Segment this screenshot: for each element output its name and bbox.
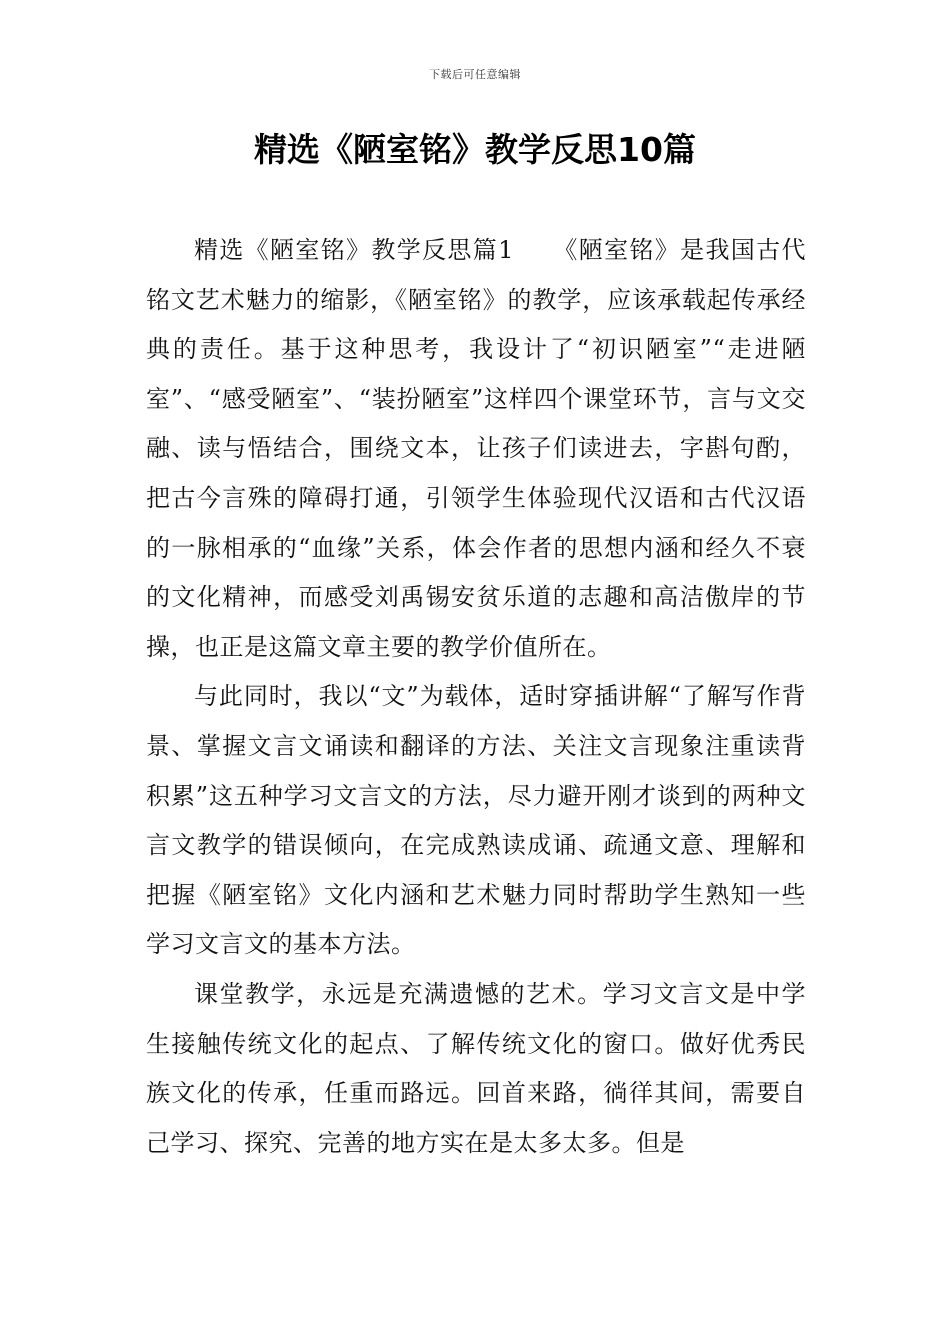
paragraph-1: 精选《陋室铭》教学反思篇1 《陋室铭》是我国古代铭文艺术魅力的缩影，《陋室铭》的教学，应该承载起传承经典的责任。基于这种思考，我设计了“初识陋室”“走进陋室”、“感受陋室”、“装扮陋室”这样四个课堂环节，言与文交融、读与悟结合，围绕文本，让孩子们读进去，字斟句酌，把古今言殊的障碍打通，引领学生体验现代汉语和古代汉语的一脉相承的“血缘”关系，体会作者的思想内涵和经久不衰的文化精神，而感受刘禹锡安贫乐道的志趣和高洁傲岸的节操，也正是这篇文章主要的教学价值所在。	[146, 236, 806, 661]
header-note: 下载后可任意编辑	[429, 68, 521, 81]
document-body	[146, 226, 806, 1168]
paragraph-3: 课堂教学，永远是充满遗憾的艺术。学习文言文是中学生接触传统文化的起点、了解传统文化的窗口。做好优秀民族文化的传承，任重而路远。回首来路，徜徉其间，需要自己学习、探究、完善的地方实在是太多太多。但是	[146, 979, 806, 1157]
page-title: 精选《陋室铭》教学反思10篇	[254, 130, 696, 169]
paragraph-2: 与此同时，我以“文”为载体，适时穿插讲解“了解写作背景、掌握文言文诵读和翻译的方法、关注文言现象注重读背积累”这五种学习文言文的方法，尽力避开刚才谈到的两种文言文教学的错误倾向，在完成熟读成诵、疏通文意、理解和把握《陋室铭》文化内涵和艺术魅力同时帮助学生熟知一些学习文言文的基本方法。	[146, 682, 806, 959]
